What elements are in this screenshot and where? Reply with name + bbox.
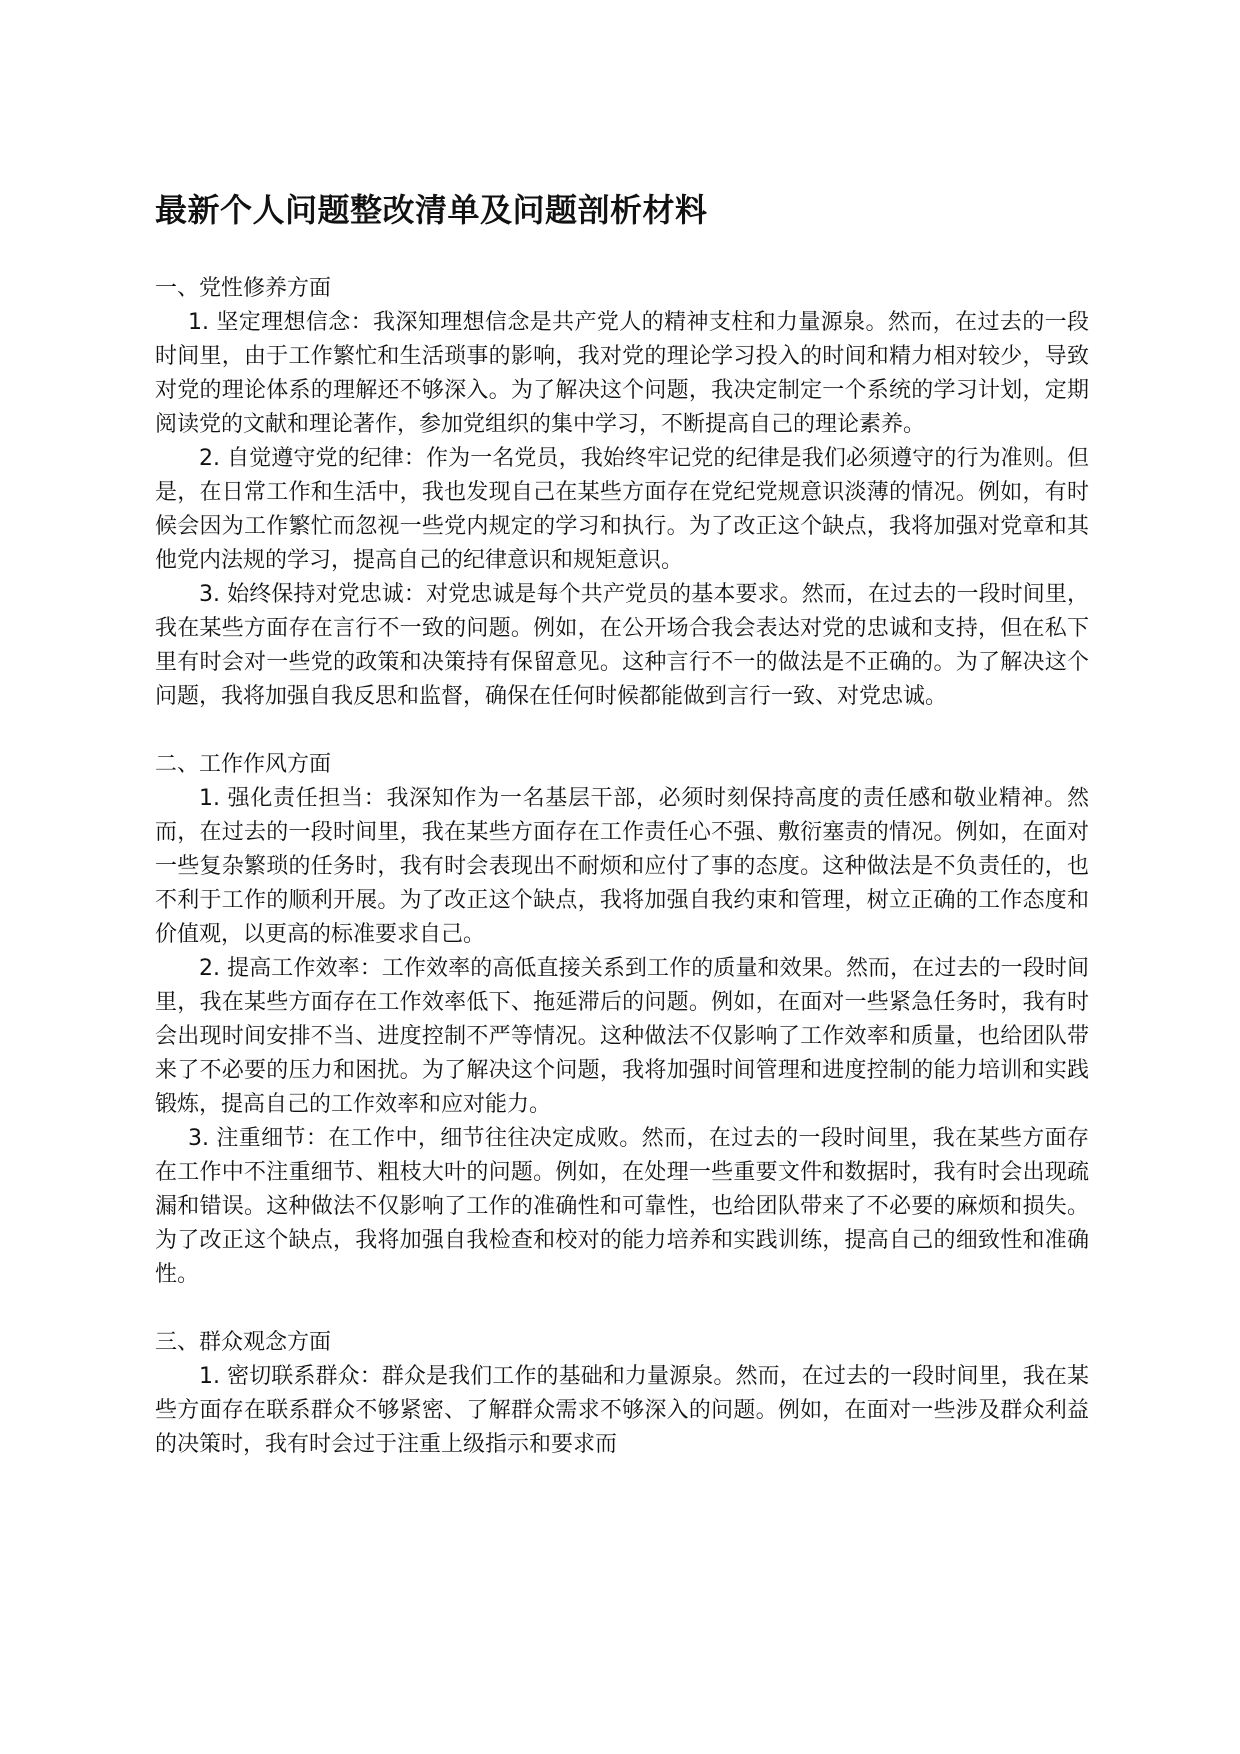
document-page xyxy=(155,190,1089,1496)
section-party-cultivation xyxy=(155,272,1089,714)
document-title: 最新个人问题整改清单及问题剖析材料 xyxy=(155,191,708,229)
paragraph: 1. 强化责任担当：我深知作为一名基层干部，必须时刻保持高度的责任感和敬业精神。然而，在过去的一段时间里，我在某些方面存在工作责任心不强、敷衍塞责的情况。例如，在面对一些复杂繁琐的任务时，我有时会表现出不耐烦和应付了事的态度。这种做法是不负责任的，也不利于工作的顺利开展。为了改正这个缺点，我将加强自我约束和管理，树立正确的工作态度和价值观，以更高的标准要求自己。 xyxy=(155,786,1089,947)
paragraph: 1. 坚定理想信念：我深知理想信念是共产党人的精神支柱和力量源泉。然而，在过去的一段时间里，由于工作繁忙和生活琐事的影响，我对党的理论学习投入的时间和精力相对较少，导致对党的理论体系的理解还不够深入。为了解决这个问题，我决定制定一个系统的学习计划，定期阅读党的文献和理论著作，参加党组织的集中学习，不断提高自己的理论素养。 xyxy=(155,310,1089,437)
section-work-style xyxy=(155,748,1089,1292)
paragraph: 2. 自觉遵守党的纪律：作为一名党员，我始终牢记党的纪律是我们必须遵守的行为准则。但是，在日常工作和生活中，我也发现自己在某些方面存在党纪党规意识淡薄的情况。例如，有时候会因为工作繁忙而忽视一些党内规定的学习和执行。为了改正这个缺点，我将加强对党章和其他党内法规的学习，提高自己的纪律意识和规矩意识。 xyxy=(155,446,1089,573)
section-heading: 三、群众观念方面 xyxy=(155,1330,332,1355)
paragraph: 3. 始终保持对党忠诚：对党忠诚是每个共产党员的基本要求。然而，在过去的一段时间里，我在某些方面存在言行不一致的问题。例如，在公开场合我会表达对党的忠诚和支持，但在私下里有时会对一些党的政策和决策持有保留意见。这种言行不一的做法是不正确的。为了解决这个问题，我将加强自我反思和监督，确保在任何时候都能做到言行一致、对党忠诚。 xyxy=(155,582,1089,709)
paragraph: 2. 提高工作效率：工作效率的高低直接关系到工作的质量和效果。然而，在过去的一段时间里，我在某些方面存在工作效率低下、拖延滞后的问题。例如，在面对一些紧急任务时，我有时会出现时间安排不当、进度控制不严等情况。这种做法不仅影响了工作效率和质量，也给团队带来了不必要的压力和困扰。为了解决这个问题，我将加强时间管理和进度控制的能力培训和实践锻炼，提高自己的工作效率和应对能力。 xyxy=(155,956,1089,1117)
section-heading: 二、工作作风方面 xyxy=(155,752,332,777)
section-heading: 一、党性修养方面 xyxy=(155,276,332,301)
paragraph: 1. 密切联系群众：群众是我们工作的基础和力量源泉。然而，在过去的一段时间里，我在某些方面存在联系群众不够紧密、了解群众需求不够深入的问题。例如，在面对一些涉及群众利益的决策时，我有时会过于注重上级指示和要求而 xyxy=(155,1364,1089,1457)
section-mass-concept xyxy=(155,1326,1089,1462)
paragraph: 3. 注重细节：在工作中，细节往往决定成败。然而，在过去的一段时间里，我在某些方面存在工作中不注重细节、粗枝大叶的问题。例如，在处理一些重要文件和数据时，我有时会出现疏漏和错误。这种做法不仅影响了工作的准确性和可靠性，也给团队带来了不必要的麻烦和损失。为了改正这个缺点，我将加强自我检查和校对的能力培养和实践训练，提高自己的细致性和准确性。 xyxy=(155,1126,1089,1287)
